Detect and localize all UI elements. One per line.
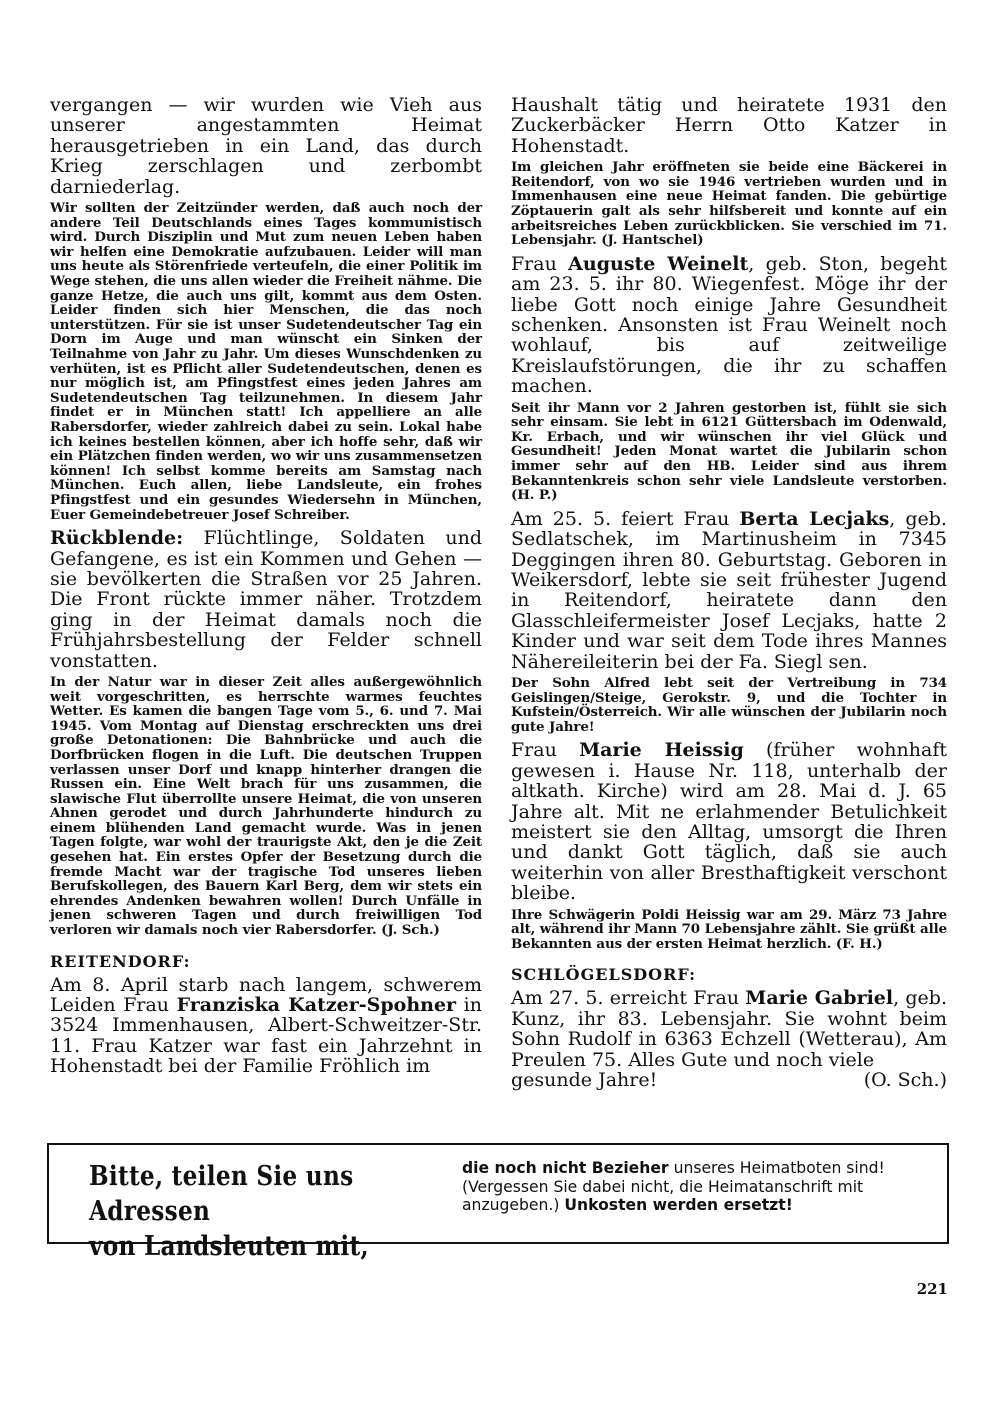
signoff-initials: (O. Sch.) <box>863 1069 947 1092</box>
banner-text-bold-2: Unkosten werden ersetzt! <box>564 1196 793 1215</box>
rueckblende-lead: Rückblende: <box>50 527 184 550</box>
right-paragraph-8: Ihre Schwägerin Poldi Heissig war am 29. März 73 Jahre alt, während ihr Mann 70 Lebensjahre zählt. Sie grüßt alle Bekannten aus der ersten Heimat herzlich. (F. H.) <box>511 906 947 952</box>
address-request-banner <box>47 1143 949 1262</box>
name-heissig: Marie Heissig <box>579 739 744 762</box>
left-paragraph-5-a: Am 8. April starb nach langem, schwerem Leiden Frau <box>50 973 482 1017</box>
left-paragraph-3 <box>50 528 482 671</box>
right-column <box>511 95 947 1090</box>
banner-text-body: unseres Heimatboten sind! (Vergessen Sie dabei nicht, die Heimatanschrift mit anzugeben.) <box>462 1159 885 1215</box>
right-paragraph-3 <box>511 254 947 397</box>
banner-headline-line-2: von Landsleuten mit, <box>89 1231 369 1262</box>
right-paragraph-5 <box>511 509 947 672</box>
left-paragraph-3-text: Flüchtlinge, Soldaten und Gefangene, es ist ein Kommen und Gehen — sie bevölkerten die Straßen vor 25 Jahren. Die Front rückte immer näher. Trotzdem ging in der Heimat damals noch die Frühjahrsbestellung der Felder schnell vonstatten. <box>50 527 482 672</box>
name-lecjaks: Berta Lecjaks <box>739 507 890 530</box>
banner-headline-line-1: Bitte, teilen Sie uns Adressen <box>89 1161 354 1227</box>
name-gabriel: Marie Gabriel <box>745 987 894 1010</box>
left-paragraph-5 <box>50 975 482 1077</box>
name-weinelt: Auguste Weinelt <box>568 252 749 275</box>
signoff-text: gesunde Jahre! <box>511 1069 658 1092</box>
right-paragraph-9 <box>511 988 947 1070</box>
right-paragraph-3-b: , geb. Ston, begeht am 23. 5. ihr 80. Wiegenfest. Möge ihr der liebe Gott noch einige Jahre Gesundheit schenken. Ansonsten ist Frau Weinelt noch wohlauf, bis auf zeitweilige Kreislaufstörungen, die ihr zu schaffen machen. <box>511 252 947 398</box>
right-paragraph-9-signoff <box>511 1070 947 1090</box>
right-paragraph-9-b: , geb. Kunz, ihr 83. Lebensjahr. Sie wohnt beim Sohn Rudolf in 6363 Echzell (Wetterau), Am Preulen 75. Alles Gute und noch viele <box>511 987 947 1071</box>
left-column <box>50 95 482 1077</box>
section-heading-reitendorf: REITENDORF: <box>50 951 191 971</box>
left-paragraph-4: In der Natur war in dieser Zeit alles außergewöhnlich weit vorgeschritten, es herrschte warmes feuchtes Wetter. Es kamen die bangen Tage vom 5., 6. und 7. Mai 1945. Vom Montag auf Dienstag erschreckten uns drei große Detonationen: Die Bahnbrücke und auch die Dorfbrücken flogen in die Luft. Die deutschen Truppen verlassen unser Dorf und knapp hinterher drangen die Russen ein. Eine Welt brach für uns zusammen, die slawische Flut überrollte unsere Heimat, die von unseren Ahnen gerodet und durch Jahrhunderte hindurch zu einem blühenden Land gemacht wurde. Was in jenen Tagen folgte, war wohl der traurigste Akt, den je die Zeit gesehen hat. Ein erstes Opfer der Besetzung durch die fremde Macht war der tragische Tod unseres lieben Berufskollegen, des Bauern Karl Berg, dem wir stets ein ehrendes Andenken bewahren wollen! Durch Unfälle in jenen schweren Tagen und durch freiwilligen Tod verloren wir damals noch vier Rabersdorfer. (J. Sch.) <box>50 673 482 939</box>
banner-headline <box>89 1159 416 1264</box>
left-paragraph-2: Wir sollten der Zeitzünder werden, daß auch noch der andere Teil Deutschlands eines Tages kommunistisch wird. Durch Disziplin und Mut zum neuen Leben haben wir helfen eine Demokratie aufzubauen. Leider will man uns heute als Störenfriede verteufeln, die einer Politik im Wege stehen, die uns allen wieder die Freiheit nähme. Die ganze Hetze, die auch uns gilt, kommt aus dem Osten. Leider finden sich hier Menschen, die das noch unterstützen. Für sie ist unser Sudetendeutscher Tag ein Dorn im Auge und man wünscht ein Sinken der Teilnahme von Jahr zu Jahr. Um dieses Wunschdenken zu verhüten, ist es Pflicht aller Sudetendeutschen, denen es nur möglich ist, am Pfingstfest eines jeden Jahres am Sudetendeutschen Tag teilzunehmen. In diesem Jahr findet er in München statt! Ich appelliere an alle Rabersdorfer, wieder zahlreich dabei zu sein. Lokal habe ich keines bestellen können, aber ich hoffe sehr, daß wir ein Plätzchen finden werden, wo wir uns zusammensetzen können! Ich selbst komme bereits am Samstag nach München. Euch allen, liebe Landsleute, ein frohes Pfingstfest und ein gesundes Wiedersehn in München, Euer Gemeindebetreuer Josef Schreiber. <box>50 200 482 523</box>
right-paragraph-7-a: Frau <box>511 739 580 762</box>
right-paragraph-9-a: Am 27. 5. erreicht Frau <box>511 987 746 1010</box>
right-paragraph-3-a: Frau <box>511 252 569 275</box>
page-number: 221 <box>916 1280 948 1298</box>
right-paragraph-5-a: Am 25. 5. feiert Frau <box>511 507 740 530</box>
banner-text <box>462 1159 902 1215</box>
right-paragraph-1: Haushalt tätig und heiratete 1931 den Zuckerbäcker Herrn Otto Katzer in Hohenstadt. <box>511 94 947 157</box>
right-paragraph-2: Im gleichen Jahr eröffneten sie beide eine Bäckerei in Reitendorf, von wo sie 1946 vertrieben wurden und in Immenhausen eine neue Heimat fanden. Die gebürtige Zöptauerin galt als sehr hilfsbereit und konnte auf ein arbeitsreiches Leben zurückblicken. Sie verschied im 71. Lebensjahr. (J. Hantschel) <box>511 159 947 249</box>
left-paragraph-1: vergangen — wir wurden wie Vieh aus unserer angestammten Heimat herausgetrieben in ein Land, das durch Krieg zerschlagen und zerbombt darniederlag. <box>50 94 482 198</box>
right-paragraph-7 <box>511 740 947 903</box>
name-katzer-spohner: Franziska Katzer-Spohner <box>176 994 457 1017</box>
right-paragraph-6: Der Sohn Alfred lebt seit der Vertreibung in 734 Geislingen/Steige, Gerokstr. 9, und die Tochter in Kufstein/Österreich. Wir alle wünschen der Jubilarin noch gute Jahre! <box>511 675 947 735</box>
section-heading-schloegelsdorf: SCHLÖGELSDORF: <box>511 965 697 985</box>
right-paragraph-7-b: (früher wohnhaft gewesen i. Hause Nr. 118, unterhalb der altkath. Kirche) wird am 28. Mai d. J. 65 Jahre alt. Mit ne erlahmender Betulichkeit meistert sie den Alltag, umsorgt die Ihren und dankt Gott täglich, daß sie auch weiterhin von aller Bresthaftigkeit verschont bleibe. <box>511 739 947 905</box>
right-paragraph-4: Seit ihr Mann vor 2 Jahren gestorben ist, fühlt sie sich sehr einsam. Sie lebt in 6121 Güttersbach im Odenwald, Kr. Erbach, und wir wünschen ihr viel Glück und Gesundheit! Jeden Monat wartet die Jubilarin schon immer sehr auf den HB. Leider sind aus ihrem Bekanntenkreis schon sehr viele Landsleute verstorben. (H. P.) <box>511 399 947 504</box>
right-paragraph-5-b: , geb. Sedlatschek, im Martinusheim in 7345 Deggingen ihren 80. Geburtstag. Geboren in Weikersdorf, lebte sie seit frühester Jugend in Reitendorf, heiratete dann den Glasschleifermeister Josef Lecjaks, hatte 2 Kinder und war seit dem Tode ihres Mannes Nähereileiterin bei der Fa. Siegl sen. <box>511 507 947 673</box>
left-paragraph-5-b: in 3524 Immenhausen, Albert-Schweitzer-Str. 11. Frau Katzer war fast ein Jahrzehnt in Hohenstadt bei der Familie Fröhlich im <box>50 994 482 1078</box>
banner-text-bold-1: die noch nicht Bezieher <box>462 1159 669 1177</box>
